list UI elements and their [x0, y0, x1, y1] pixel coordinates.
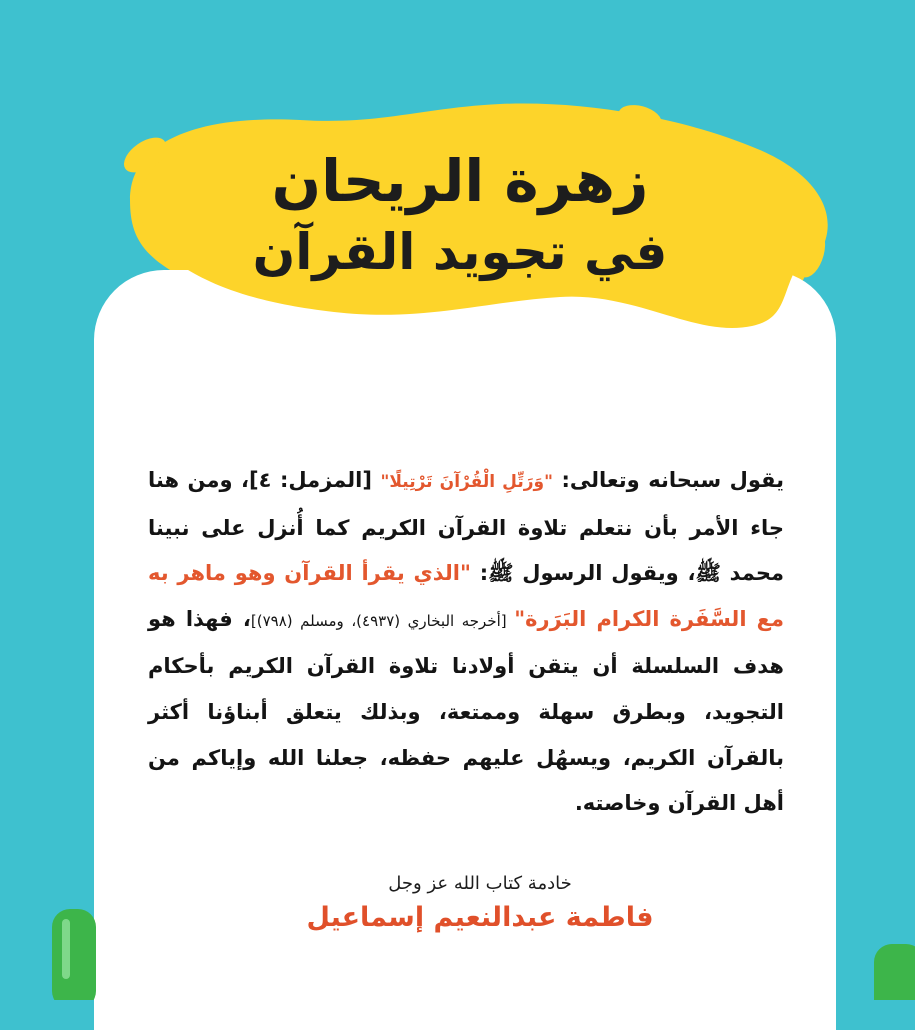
hadith-reference: [أخرجه البخاري (٤٩٣٧)، ومسلم (٧٩٨)]: [250, 611, 515, 630]
author-name: فاطمة عبدالنعيم إسماعيل: [306, 902, 654, 933]
hadith-quote: "الذي يقرأ القرآن وهو ماهر به مع السَّفَرة الكرام البَرَرة": [148, 561, 784, 631]
title-main: زهرة الريحان: [271, 147, 649, 215]
intro-text-closing: ، فهذا هو هدف السلسلة أن يتقن أولادنا تلاوة القرآن الكريم بأحكام التجويد، وبطرق سهلة وممتعة، وبذلك يتعلق أبناؤنا أكثر بالقرآن الكريم، ويسهُل عليهم حفظه، جعلنا الله وإياكم من أهل القرآن وخاصته.: [148, 606, 784, 816]
intro-text-continued: [المزمل: ٤]، ومن هنا جاء الأمر بأن نتعلم تلاوة القرآن الكريم كما أُنزل على نبينا محمد ﷺ، ويقول الرسول ﷺ:: [148, 468, 784, 586]
green-corner-left: [44, 905, 104, 1000]
introduction-paragraph: [148, 458, 784, 827]
green-corner-right: [868, 940, 915, 1000]
quran-verse: "وَرَتِّلِ الْقُرْآنَ تَرْتِيلًا": [380, 472, 553, 492]
author-role: خادمة كتاب الله عز وجل: [388, 873, 572, 894]
book-title: [150, 145, 770, 283]
intro-text: يقول سبحانه وتعالى:: [552, 468, 785, 492]
title-subtitle: في تجويد القرآن: [252, 223, 668, 281]
author-signature: [300, 870, 660, 938]
